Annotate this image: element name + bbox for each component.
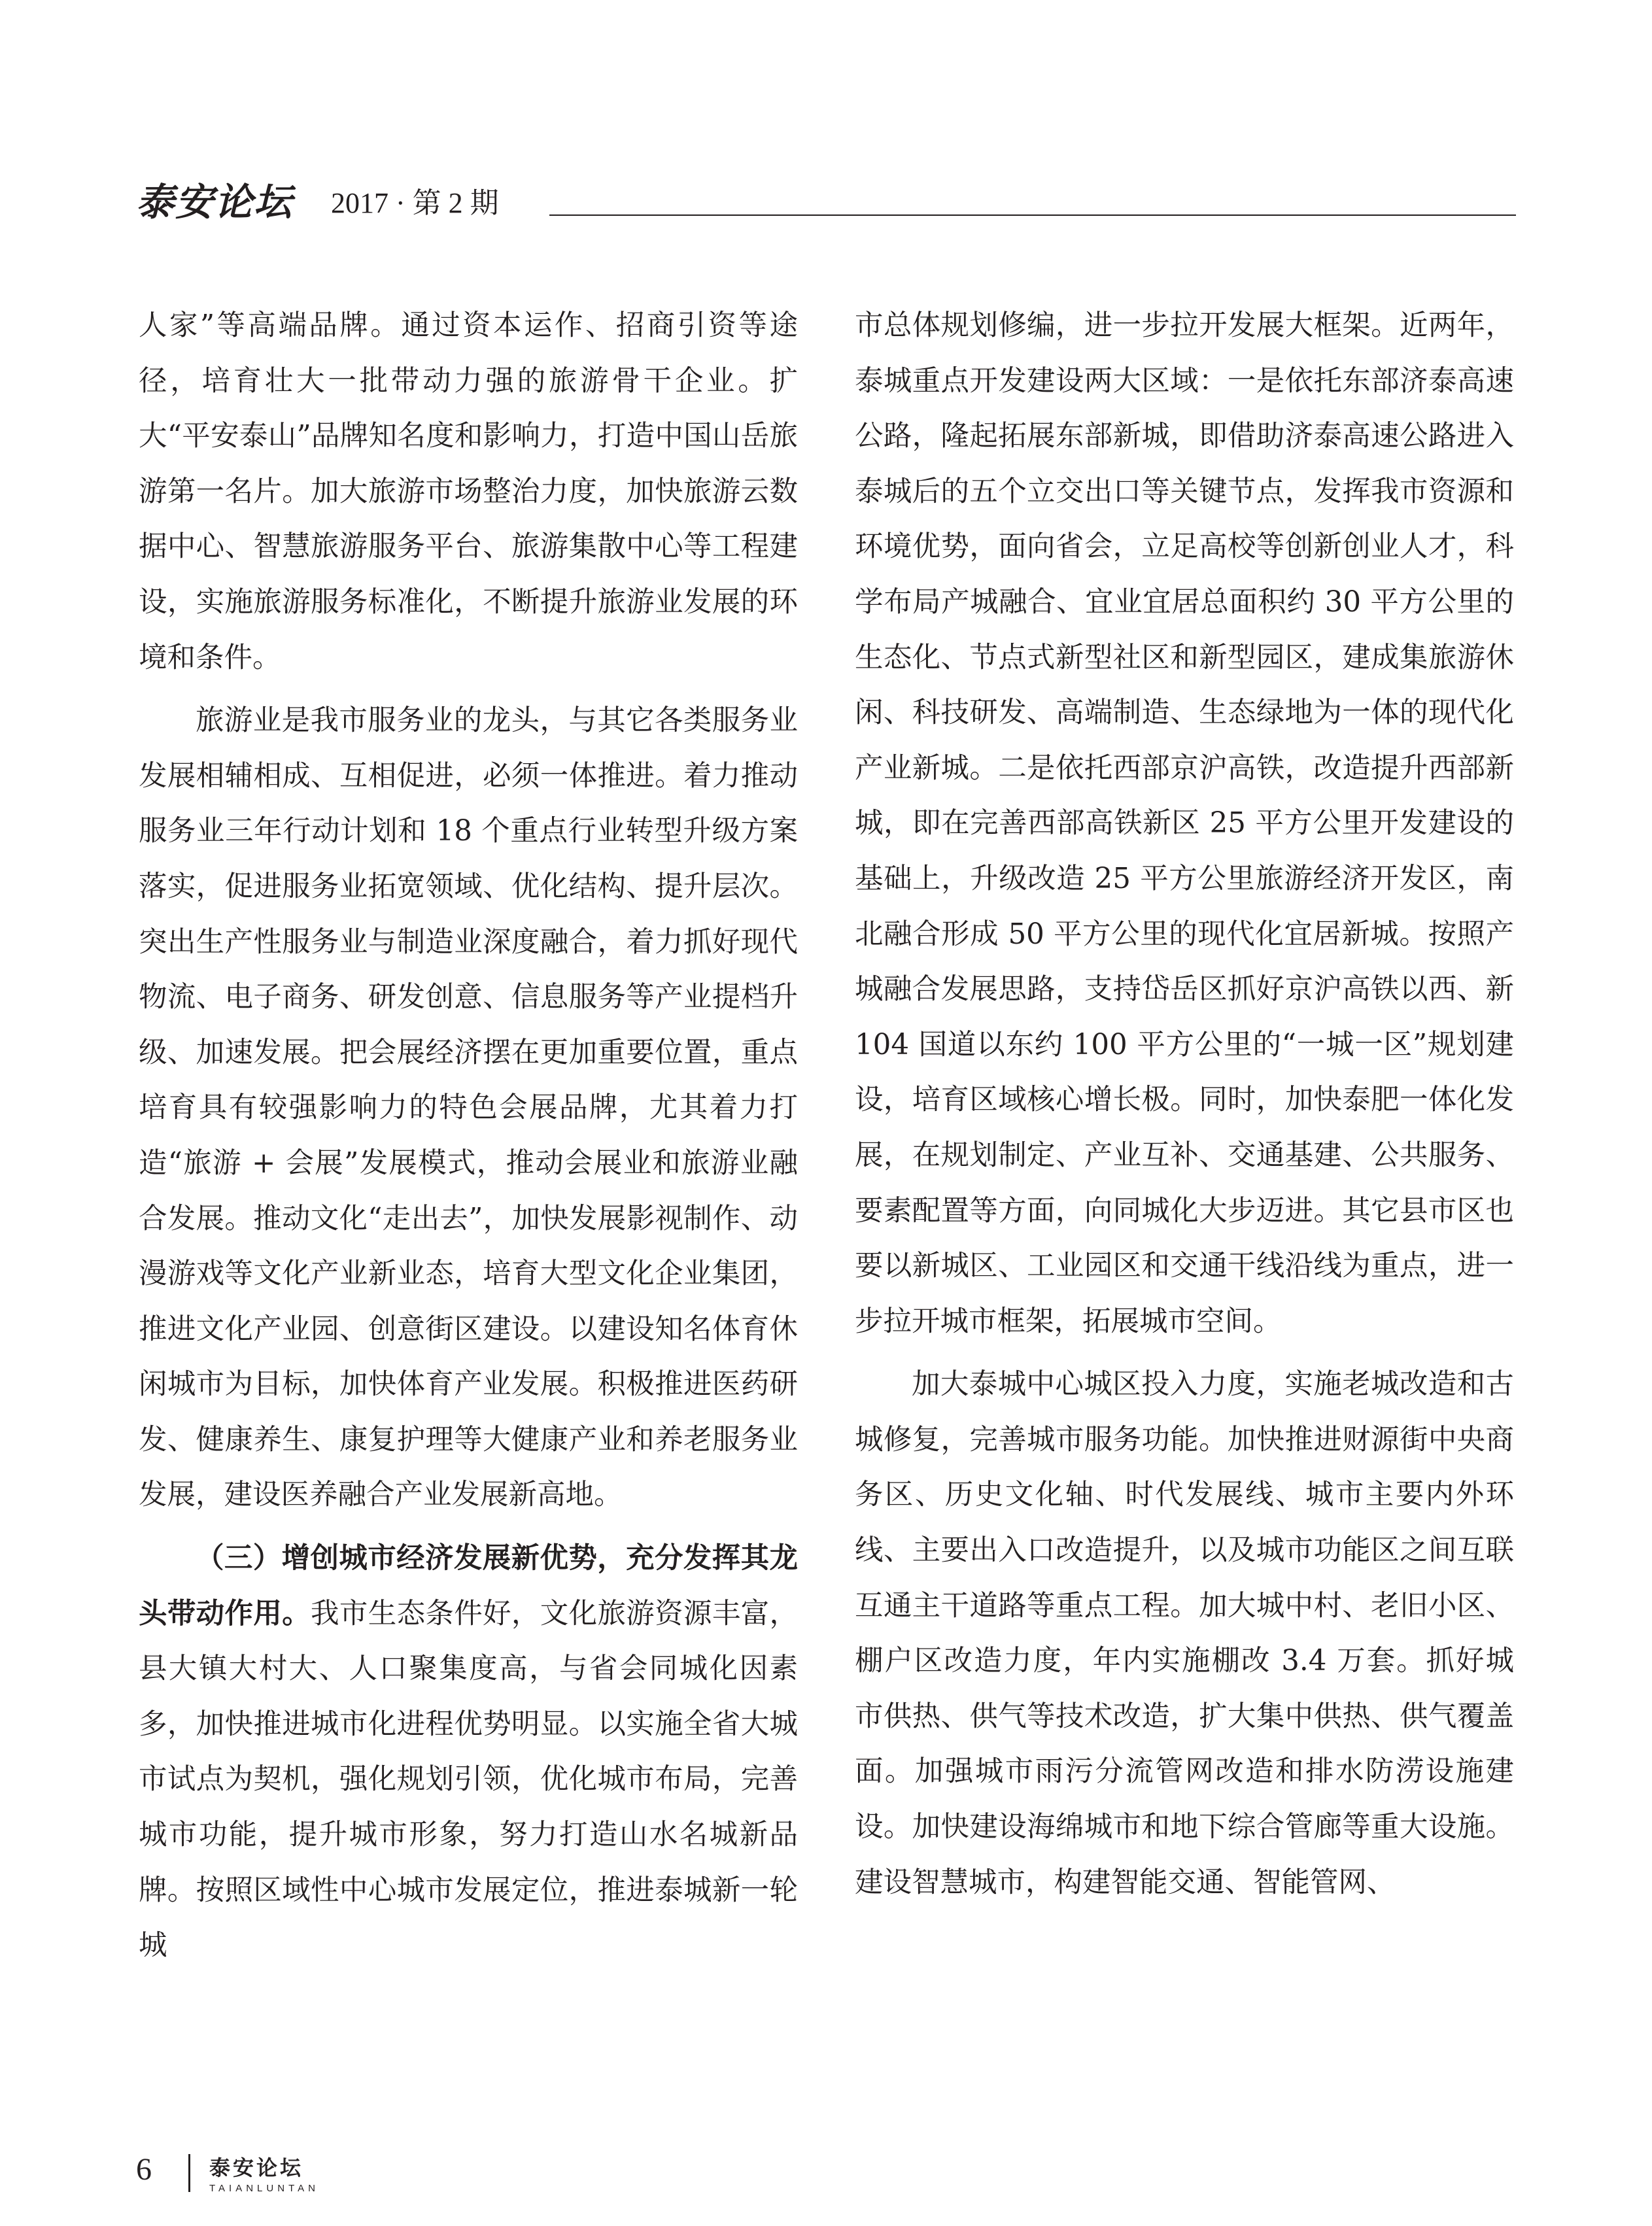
magazine-title: 泰安论坛 [136,180,294,224]
left-column [139,298,798,1974]
footer-divider [188,2154,190,2192]
left-paragraph-3 [139,1531,798,1974]
footer-pinyin: TAIANLUNTAN [209,2183,319,2194]
footer-magazine-name: 泰安论坛 [209,2155,304,2180]
left-paragraph-2: 旅游业是我市服务业的龙头，与其它各类服务业发展相辅相成、互相促进，必须一体推进。着力推动服务业三年行动计划和 18 个重点行业转型升级方案落实，促进服务业拓宽领域、优化结构、提升层次。突出生产性服务业与制造业深度融合，着力抓好现代物流、电子商务、研发创意、信息服务等产业提档升级、加速发展。把会展经济摆在更加重要位置，重点培育具有较强影响力的特色会展品牌，尤其着力打造“旅游 + 会展”发展模式，推动会展业和旅游业融合发展。推动文化“走出去”，加快发展影视制作、动漫游戏等文化产业新业态，培育大型文化企业集团，推进文化产业园、创意街区建设。以建设知名体育休闲城市为目标，加快体育产业发展。积极推进医药研发、健康养生、康复护理等大健康产业和养老服务业发展，建设医养融合产业发展新高地。 [139,704,798,1512]
header-divider [549,214,1516,216]
page-number: 6 [136,2152,152,2187]
section-body: 我市生态条件好，文化旅游资源丰富，县大镇大村大、人口聚集度高，与省会同城化因素多，加快推进城市化进程优势明显。以实施全省大城市试点为契机，强化规划引领，优化城市布局，完善城市功能，提升城市形象，努力打造山水名城新品牌。按照区域性中心城市发展定位，推进泰城新一轮城 [139,1597,799,1962]
issue-label: 2017 · 第 2 期 [331,187,499,219]
left-paragraph-1: 人家”等高端品牌。通过资本运作、招商引资等途径，培育壮大一批带动力强的旅游骨干企业。扩大“平安泰山”品牌知名度和影响力，打造中国山岳旅游第一名片。加大旅游市场整治力度，加快旅游云数据中心、智慧旅游服务平台、旅游集散中心等工程建设，实施旅游服务标准化，不断提升旅游业发展的环境和条件。 [139,309,798,674]
right-column [855,298,1514,1910]
section-heading: （三）增创城市经济发展新优势，充分发挥其龙头带动作用。 [139,1542,798,1630]
right-paragraph-2: 加大泰城中心城区投入力度，实施老城改造和古城修复，完善城市服务功能。加快推进财源街中央商务区、历史文化轴、时代发展线、城市主要内外环线、主要出入口改造提升，以及城市功能区之间互联互通主干道路等重点工程。加大城中村、老旧小区、棚户区改造力度，年内实施棚改 3.4 万套。抓好城市供热、供气等技术改造，扩大集中供热、供气覆盖面。加强城市雨污分流管网改造和排水防涝设施建设。加快建设海绵城市和地下综合管廊等重大设施。建设智慧城市，构建智能交通、智能管网、 [855,1368,1514,1899]
right-paragraph-1: 市总体规划修编，进一步拉开发展大框架。近两年，泰城重点开发建设两大区域：一是依托东部济泰高速公路，隆起拓展东部新城，即借助济泰高速公路进入泰城后的五个立交出口等关键节点，发挥我市资源和环境优势，面向省会，立足高校等创新创业人才，科学布局产城融合、宜业宜居总面积约 30 平方公里的生态化、节点式新型社区和新型园区，建成集旅游休闲、科技研发、高端制造、生态绿地为一体的现代化产业新城。二是依托西部京沪高铁，改造提升西部新城，即在完善西部高铁新区 25 平方公里开发建设的基础上，升级改造 25 平方公里旅游经济开发区，南北融合形成 50 平方公里的现代化宜居新城。按照产城融合发展思路，支持岱岳区抓好京沪高铁以西、新 104 国道以东约 100 平方公里的“一城一区”规划建设，培育区域核心增长极。同时，加快泰肥一体化发展，在规划制定、产业互补、交通基建、公共服务、要素配置等方面，向同城化大步迈进。其它县市区也要以新城区、工业园区和交通干线沿线为重点，进一步拉开城市框架，拓展城市空间。 [855,309,1514,1338]
